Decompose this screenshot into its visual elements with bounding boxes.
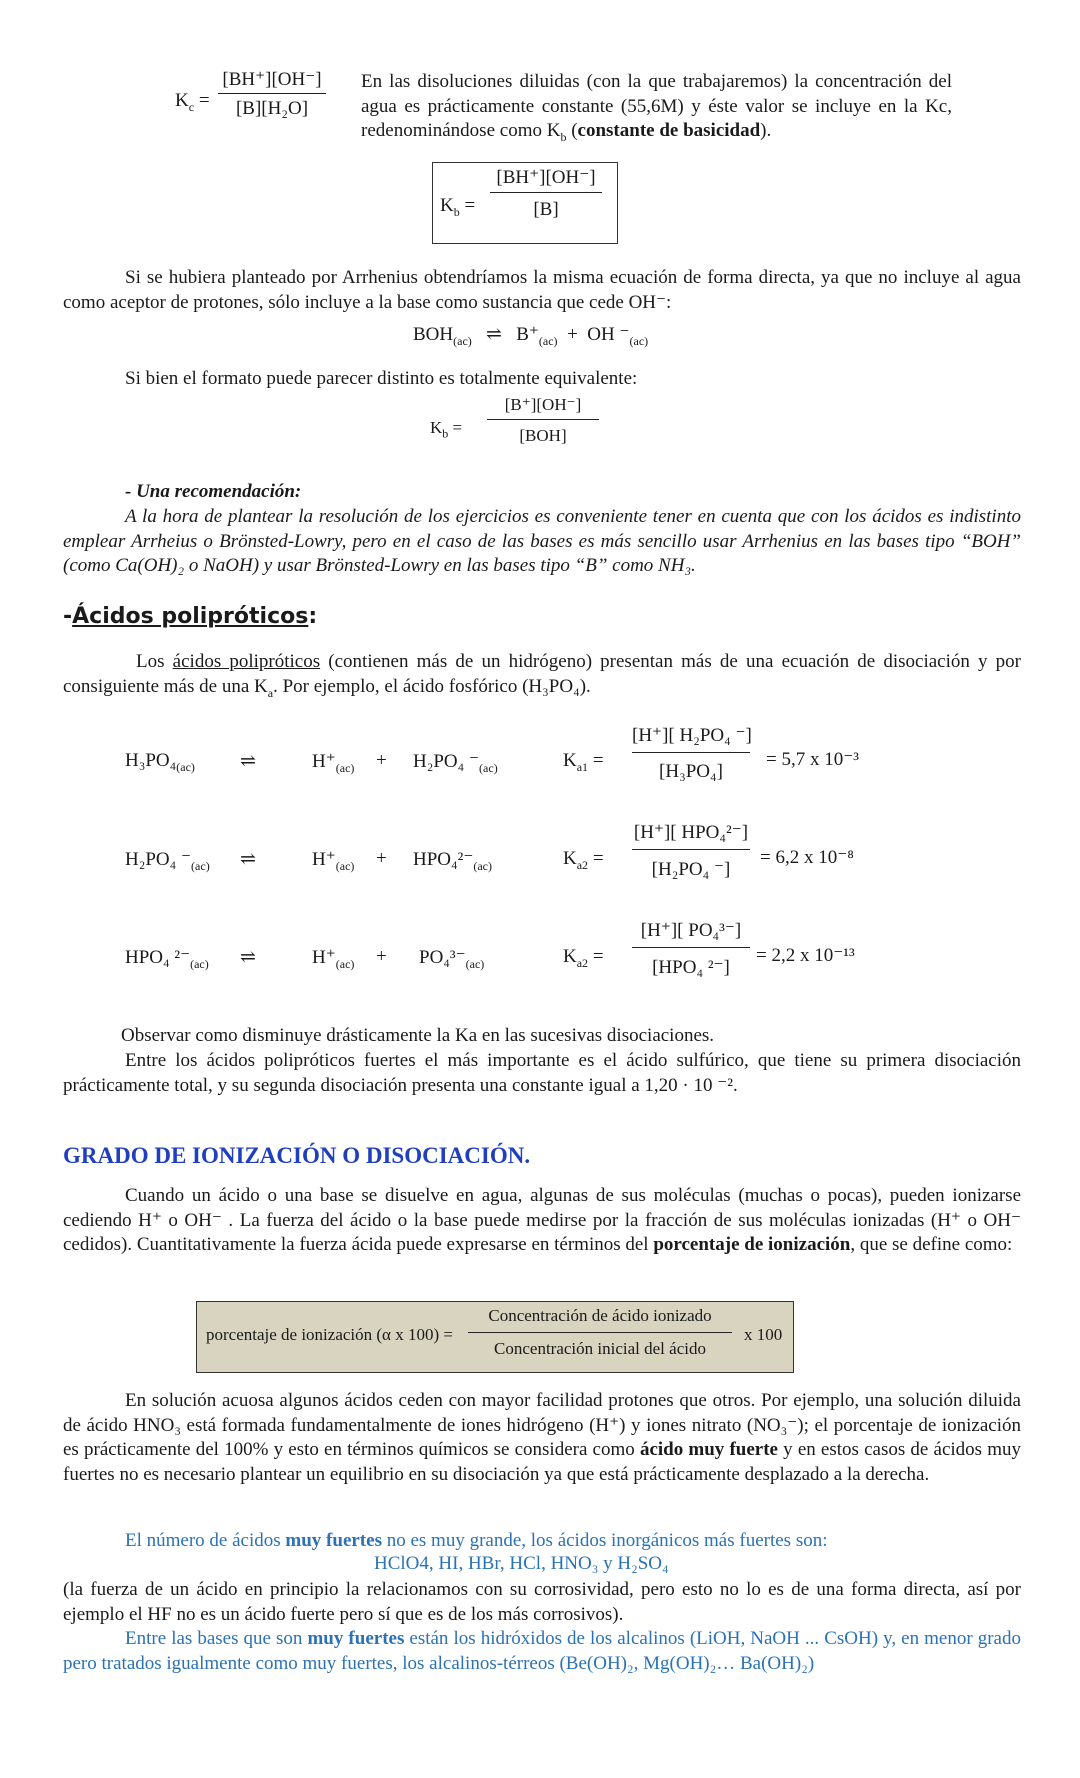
kb-box-label: $K_b$ = (440, 195, 476, 219)
kc-numerator: [BH⁺][OH⁻] (222, 69, 322, 90)
arrhenius-equation: $BOH_{(ac)}$ ⇌ $B^+_{(ac)}$ + OH $^-_{(ac)}$ (413, 324, 649, 348)
strong-acids-intro: El número de ácidos muy fuertes no es muy grande, los ácidos inorgánicos más fuertes son: (125, 1530, 828, 1551)
kb-arrhenius-label: $K_b$ = (430, 418, 463, 441)
polyprotic-heading: -Ácidos polipróticos: (63, 604, 318, 629)
observe-line: Observar como disminuye drásticamente la Ka en las sucesivas disociaciones. (121, 1025, 715, 1046)
strong-acid-paragraph: En solución acuosa algunos ácidos ceden con mayor facilidad protones que otros. Por ejemplo, una solución diluida de ácido HNO₃ está formada fundamentalmente de iones hidrógeno (H⁺) y iones nitrato (NO₃⁻); el porcentaje de ionización es prácticamente del 100% y esto en términos químicos se considera como ácido muy fuerte y en estos casos de ácidos muy fuertes no es necesario plantear un equilibrio en su disociación ya que está prácticamente desplazado a la derecha. (63, 1390, 1021, 1485)
strong-acids-list: HClO4, HI, HBr, HCl, HNO₃ y H₂SO₄ (374, 1553, 669, 1574)
strong-bases-paragraph: Entre las bases que son muy fuertes están los hidróxidos de los alcalinos (LiOH, NaOH ... CsOH) y, en menor grado pero tratados igualmente como muy fuertes, los alcalinos-térreos (Be(OH)₂, Mg(OH)₂… Ba(OH)₂) (63, 1628, 1021, 1674)
kb-arrhenius-fraction: [B⁺][OH⁻] [BOH] (487, 395, 599, 446)
recommendation-body: A la hora de plantear la resolución de los ejercicios es conveniente tener en cuenta que con los ácidos es indistinto emplear Arrheius o Brönsted-Lowry, pero en el caso de las bases es más sencillo usar Arrhenius en las bases tipo “BOH” (como Ca(OH)₂ o NaOH) y usar Brönsted-Lowry en las bases tipo “B” como NH₃. (63, 506, 1021, 576)
equivalent-paragraph: Si bien el formato puede parecer distinto es totalmente equivalente: (125, 368, 638, 389)
kc-explanation: En las disoluciones diluidas (con la que trabajaremos) la concentración del agua es prácticamente constante (55,6M) y éste valor se incluye en la Kc, redenominándose como $K_b$ (constante de basicidad). (361, 71, 952, 144)
kc-label: $K_c$ = (175, 90, 210, 114)
kc-fraction (218, 68, 326, 120)
ionization-heading: GRADO DE IONIZACIÓN O DISOCIACIÓN. (63, 1143, 531, 1168)
ionization-formula-fraction: Concentración de ácido ionizado Concentración inicial del ácido (468, 1306, 732, 1359)
ionization-paragraph: Cuando un ácido o una base se disuelve en agua, algunas de sus moléculas (muchas o pocas), pueden ionizarse cediendo H⁺ o OH⁻ . La fuerza del ácido o la base puede medirse por la fracción de sus moléculas ionizadas (H⁺ o OH⁻ cedidos). Cuantitativamente la fuerza ácida puede expresarse en términos del porcentaje de ionización, que se define como: (63, 1185, 1021, 1255)
arrhenius-paragraph: Si se hubiera planteado por Arrhenius obtendríamos la misma ecuación de forma directa, ya que no incluye al agua como aceptor de protones, sólo incluye a la base como sustancia que cede OH⁻: (63, 267, 1021, 313)
hf-note: (la fuerza de un ácido en principio la relacionamos con su corrosividad, pero esto no lo es de una forma directa, así por ejemplo el HF no es un ácido fuerte pero sí que es de los más corrosivos). (63, 1579, 1021, 1625)
ionization-formula-times: x 100 (744, 1325, 783, 1344)
recommendation-title: - Una recomendación: (125, 481, 302, 502)
polyprotic-intro: Los ácidos polipróticos (contienen más de un hidrógeno) presentan más de una ecuación de disociación y por consiguiente más de una $K_a$. Por ejemplo, el ácido fosfórico (H₃PO₄). (63, 651, 1022, 700)
sulfuric-paragraph: Entre los ácidos polipróticos fuertes el más importante es el ácido sulfúrico, que tiene su primera disociación prácticamente total, y su segunda disociación presenta una constante igual a 1,20 · 10 ⁻². (63, 1050, 1021, 1096)
basicity-constant-term: constante de basicidad (577, 120, 761, 141)
kc-denominator: [B][H₂O] (235, 98, 309, 119)
ionization-formula-label: porcentaje de ionización (α x 100) = (206, 1325, 453, 1344)
kb-box-fraction: [BH⁺][OH⁻] [B] (490, 166, 602, 221)
